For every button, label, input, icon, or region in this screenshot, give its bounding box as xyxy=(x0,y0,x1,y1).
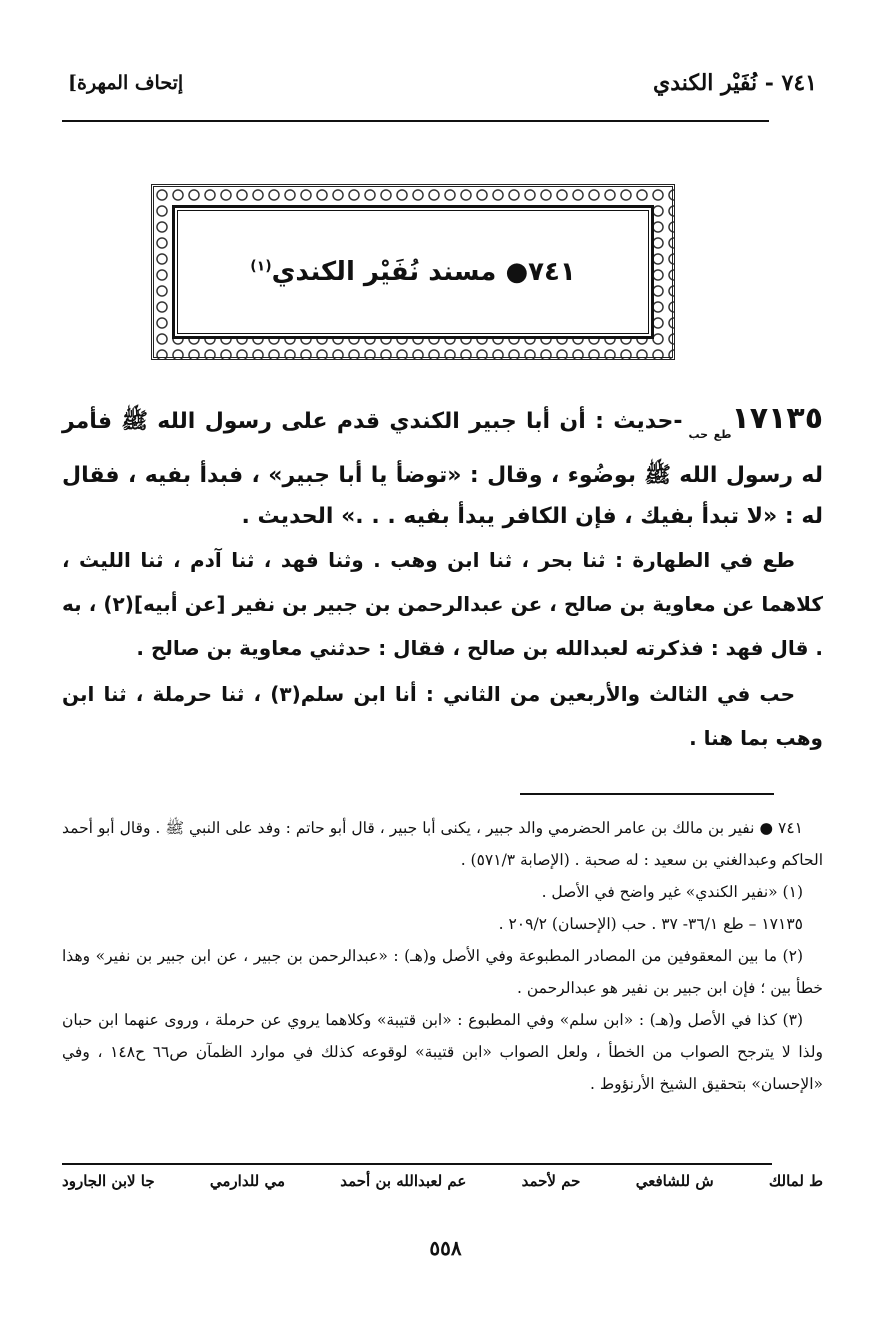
hadith-main xyxy=(62,398,823,537)
hadith-chain-text: طع في الطهارة : ثنا بحر ، ثنا ابن وهب . وثنا فهد ، ثنا آدم ، ثنا الليث ، كلاهما عن معاوية بن صالح ، عن عبدالرحمن بن جبير بن نفير [عن أبيه](٢) ، به . قال فهد : فذكرته لعبدالله بن صالح ، فقال : حدثني معاوية بن صالح . xyxy=(62,548,823,660)
bottom-divider xyxy=(62,1163,772,1165)
header-divider xyxy=(62,120,769,122)
footnote-3: (٣) كذا في الأصل و(هـ) : «ابن سلم» وفي المطبوع : «ابن قتيبة» وكلاهما يروي عن حرملة ، وروى عنهما ابن حبان ولذا لا يترجح الصواب من الخطأ ، ولعل الصواب «ابن قتيبة» لوقوعه كذلك في موارد الظمآن ص٦٦ ح١٤٨ ، وفي «الإحسان» بتحقيق الشيخ الأرنؤوط . xyxy=(62,1011,824,1093)
hadith-main-text: -حديث : أن أبا جبير الكندي قدم على رسول الله ﷺ فأمر له رسول الله ﷺ بوضُوء ، وقال : «توضأ يا أبا جبير» ، فبدأ بفيه ، فقال له : «لا تبدأ بفيك ، فإن الكافر يبدأ بفيه . . .» الحديث . xyxy=(62,409,823,529)
section-title-text: ٧٤١● مسند نُفَيْر الكندي xyxy=(271,257,576,287)
section-title xyxy=(250,257,576,287)
abbreviation-item: مي للدارمي xyxy=(209,1172,285,1190)
book-title-header: [إتحاف المهرة xyxy=(68,72,184,94)
hadith-chain-paragraph xyxy=(62,538,823,670)
ornamental-frame xyxy=(151,184,675,360)
frame-inner xyxy=(172,205,654,339)
hadith-chain-paragraph-2 xyxy=(62,672,823,760)
chapter-title-header: ٧٤١ - نُفَيْر الكندي xyxy=(653,70,817,96)
footnote-2: (٢) ما بين المعقوفين من المصادر المطبوعة وفي الأصل و(هـ) : «عبدالرحمن بن جبير ، عن ابن جبير بن نفير» وهذا خطأ بين ؛ فإن ابن جبير بن نفير هو عبدالرحمن . xyxy=(62,947,823,997)
abbreviation-item: ط لمالك xyxy=(768,1172,823,1190)
abbreviation-item: عم لعبدالله بن أحمد xyxy=(340,1172,467,1190)
section-footnote-ref: (١) xyxy=(250,258,272,275)
hadith-number: ١٧١٣٥ xyxy=(731,401,824,436)
footnotes xyxy=(62,812,823,1100)
abbreviations-key xyxy=(62,1172,823,1190)
hadith-chain-text-2: حب في الثالث والأربعين من الثاني : أنا ابن سلم(٣) ، ثنا حرملة ، ثنا ابن وهب بما هنا . xyxy=(62,682,823,750)
footnote-reference: ١٧١٣٥ – طع ٣٦/١- ٣٧ . حب (الإحسان) ٢٠٩/٢ . xyxy=(498,915,803,933)
abbreviation-item: حم لأحمد xyxy=(521,1172,581,1190)
hadith-source-marker: طع حب xyxy=(688,428,732,441)
footnote-divider xyxy=(520,793,774,795)
abbreviation-item: جا لابن الجارود xyxy=(62,1172,155,1190)
page-number: ٥٥٨ xyxy=(429,1236,462,1260)
abbreviation-item: ش للشافعي xyxy=(635,1172,714,1190)
footnote-biography: ٧٤١ ● نفير بن مالك بن عامر الحضرمي والد جبير ، يكنى أبا جبير ، قال أبو حاتم : وفد على النبي ﷺ . وقال أبو أحمد الحاكم وعبدالغني بن سعيد : له صحبة . (الإصابة ٥٧١/٣) . xyxy=(62,819,823,869)
footnote-1: (١) «نفير الكندي» غير واضح في الأصل . xyxy=(541,883,803,901)
